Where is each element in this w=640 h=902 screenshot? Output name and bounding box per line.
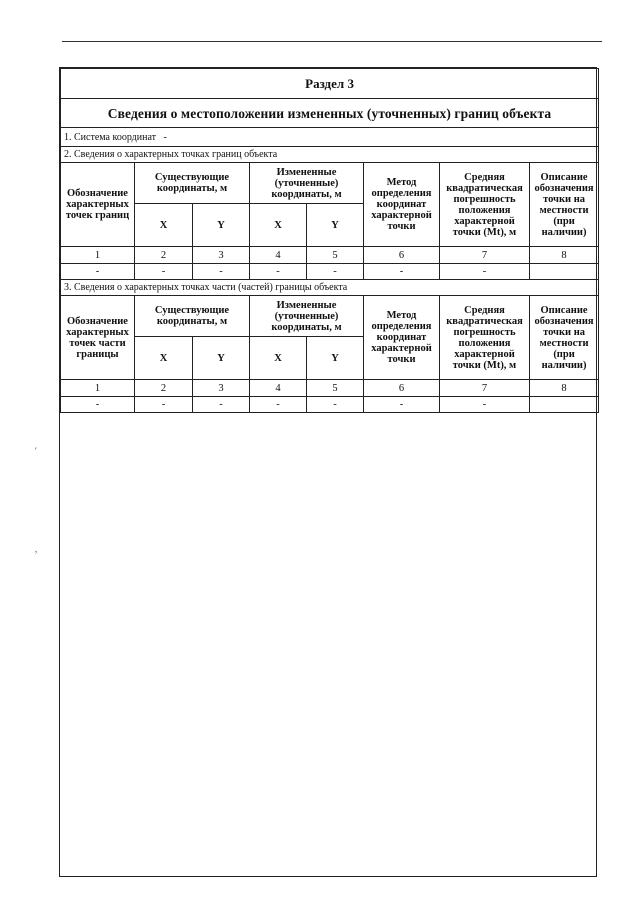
table1-cell: - (250, 264, 307, 280)
table2-cell: - (193, 397, 250, 413)
table2-num: 3 (193, 380, 250, 397)
table2-col-error: Средняя квадратическая погрешность положения характерной точки (Mt), м (440, 296, 530, 380)
table1-cell: - (307, 264, 364, 280)
table2-cell: - (440, 397, 530, 413)
table1-cell: - (61, 264, 135, 280)
table1-num: 4 (250, 247, 307, 264)
table1-cell: - (135, 264, 193, 280)
table1-col-point: Обозначение характерных точек границ (61, 163, 135, 247)
coord-system-label: 1. Система координат (64, 131, 157, 143)
form-frame (59, 67, 597, 877)
table2-cell: - (61, 397, 135, 413)
table2-col-point: Обозначение характерных точек части границы (61, 296, 135, 380)
table2-num: 8 (530, 380, 599, 397)
table1-col-error: Средняя квадратическая погрешность положения характерной точки (Mt), м (440, 163, 530, 247)
margin-mark: , (35, 544, 38, 554)
table2-cell: - (135, 397, 193, 413)
document-title: Сведения о местоположении измененных (уточненных) границ объекта (61, 99, 599, 128)
table1-heading: 2. Сведения о характерных точках границ объекта (61, 147, 599, 163)
table1-num: 1 (61, 247, 135, 264)
table1-cell: - (440, 264, 530, 280)
table1-col-method: Метод определения координат характерной точки (364, 163, 440, 247)
table1-number-row (61, 247, 599, 264)
table1-col-changed-x: X (250, 204, 307, 247)
table1-col-description: Описание обозначения точки на местности (при наличии) (530, 163, 599, 247)
table1-num: 7 (440, 247, 530, 264)
table2-num: 7 (440, 380, 530, 397)
table2-cell: - (307, 397, 364, 413)
form-table (60, 68, 599, 413)
table2-num: 1 (61, 380, 135, 397)
coord-system-value: - (163, 131, 167, 143)
table2-num: 4 (250, 380, 307, 397)
table1-num: 8 (530, 247, 599, 264)
table1-cell: - (364, 264, 440, 280)
table2-col-changed: Измененные (уточненные) координаты, м (250, 296, 364, 337)
table2-col-changed-y: Y (307, 337, 364, 380)
table2-cell (530, 397, 599, 413)
margin-mark: ' (35, 446, 37, 456)
table1-num: 5 (307, 247, 364, 264)
table1-num: 2 (135, 247, 193, 264)
table2-cell: - (364, 397, 440, 413)
table2-num: 5 (307, 380, 364, 397)
table1-num: 6 (364, 247, 440, 264)
table2-num: 2 (135, 380, 193, 397)
table2-col-existing-x: X (135, 337, 193, 380)
table2-col-changed-x: X (250, 337, 307, 380)
table1-num: 3 (193, 247, 250, 264)
table1-col-existing: Существующие координаты, м (135, 163, 250, 204)
table2-data-row (61, 397, 599, 413)
table2-col-method: Метод определения координат характерной точки (364, 296, 440, 380)
table2-col-existing: Существующие координаты, м (135, 296, 250, 337)
table2-cell: - (250, 397, 307, 413)
section-title: Раздел 3 (61, 69, 599, 99)
table2-col-description: Описание обозначения точки на местности (при наличии) (530, 296, 599, 380)
table2-heading: 3. Сведения о характерных точках части (частей) границы объекта (61, 280, 599, 296)
table1-col-existing-x: X (135, 204, 193, 247)
table1-col-changed-y: Y (307, 204, 364, 247)
table1-cell (530, 264, 599, 280)
table1-data-row (61, 264, 599, 280)
table1-col-existing-y: Y (193, 204, 250, 247)
table2-number-row (61, 380, 599, 397)
table1-cell: - (193, 264, 250, 280)
table2-col-existing-y: Y (193, 337, 250, 380)
table2-num: 6 (364, 380, 440, 397)
table1-col-changed: Измененные (уточненные) координаты, м (250, 163, 364, 204)
top-rule (62, 41, 602, 42)
coord-system-row (61, 128, 599, 147)
